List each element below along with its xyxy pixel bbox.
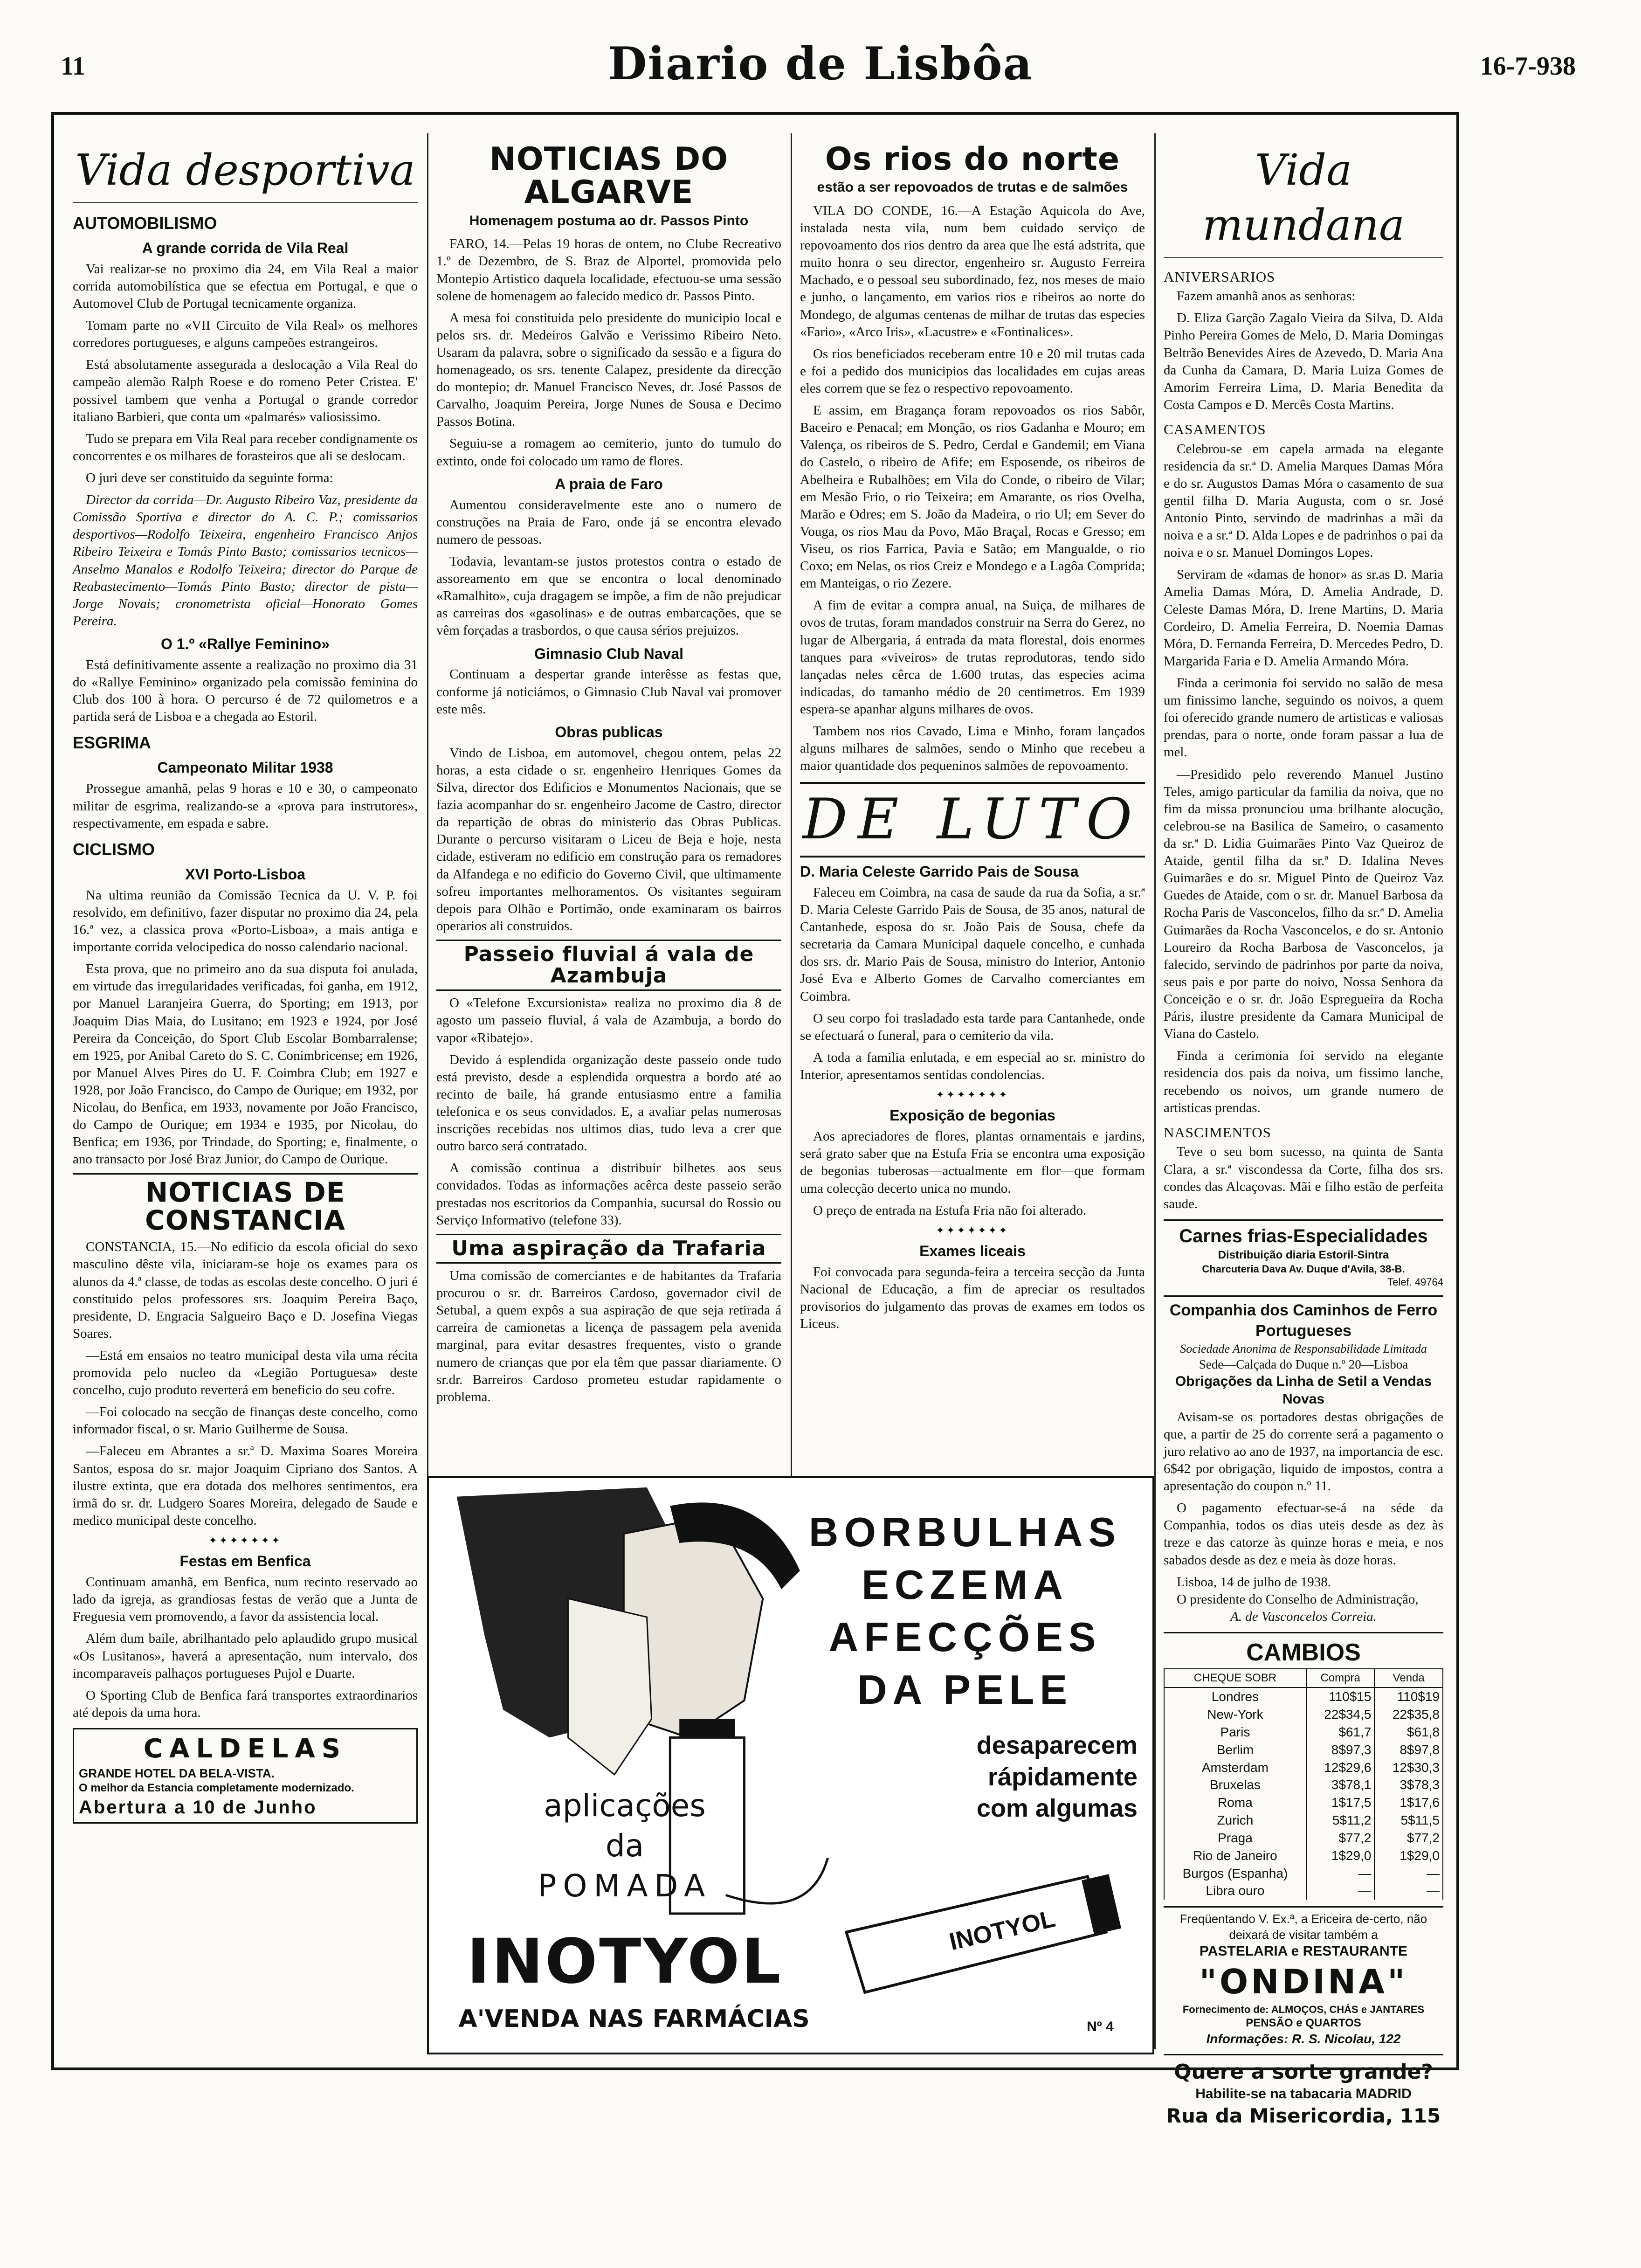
page-frame	[51, 112, 1459, 2127]
rate-value: —	[1374, 1865, 1443, 1882]
section-ciclismo: CICLISMO	[73, 839, 155, 859]
rate-value: 1$17,6	[1374, 1794, 1443, 1812]
ad-line: Rua da Misericordia, 115	[1166, 2104, 1441, 2127]
ad-line: Charcuteria Dava Av. Duque d'Avila, 38-B.	[1202, 1263, 1405, 1275]
article-title: Gimnasio Club Naval	[534, 645, 684, 662]
article-header: NOTICIAS DE CONSTANCIA	[73, 1173, 418, 1235]
article-header: NOTICIAS DO ALGARVE	[489, 141, 729, 211]
paragraph: Aos apreciadores de flores, plantas ornamentais e jardins, será grato saber que na Estufa Fria se encontra uma exposição de begonias tuberosas—actualmente em flor—que formam uma colecção decerto unica no mundo.	[800, 1129, 1145, 1196]
divider: ✦✦✦✦✦✦✦	[208, 1535, 282, 1547]
paragraph: —Foi colocado na secção de finanças deste concelho, como informador fiscal, o sr. Mario Guilherme de Sousa.	[73, 1404, 418, 1437]
ad-line: Distribuição diaria Estoril-Sintra	[1218, 1249, 1389, 1262]
ad-word: ECZEMA	[862, 1561, 1069, 1608]
ad-word: da	[605, 1827, 644, 1864]
article-header: Uma aspiração da Trafaria	[436, 1234, 781, 1264]
rate-value: 12$29,6	[1306, 1759, 1375, 1777]
rate-value: 3$78,3	[1374, 1776, 1443, 1794]
newspaper-title: Diario de Lisbôa	[608, 37, 1033, 90]
section-esgrima: ESGRIMA	[73, 733, 152, 753]
ad-line: Freqüentando V. Ex.ª, a Ericeira de-certo, não deixará de visitar também a	[1179, 1912, 1427, 1942]
column-header: CHEQUE SOBR	[1164, 1669, 1306, 1688]
currency-name: Bruxelas	[1164, 1776, 1306, 1794]
paragraph: Celebrou-se em capela armada na elegante residencia da sr.ª D. Amelia Marques Damas Móra e do sr. Augustos Damas Móra o casamento de sua gentil filha D. Maria Augusta, com o sr. José Antonio Pinto, servindo de madrinhas a mãi da noiva e a sr.ª D. Alda Lopes e de padrinhos o pai da noiva e o sr. Manuel Domingos Lopes.	[1164, 441, 1443, 560]
rate-value: 110$19	[1374, 1687, 1443, 1706]
ad-word: DA PELE	[857, 1666, 1073, 1713]
notice-line: Sociedade Anonima de Responsabilidade Limitada	[1180, 1342, 1427, 1356]
tube-label: INOTYOL	[946, 1905, 1058, 1956]
article-title: XVI Porto-Lisboa	[185, 865, 305, 883]
article-title: D. Maria Celeste Garrido Pais de Sousa	[800, 863, 1079, 880]
paragraph: Continuam amanhã, em Benfica, num recinto reservado ao lado da igreja, as grandiosas festas de verão que a Junta de Freguesia vem promovendo, a favor da assistencia local.	[73, 1575, 418, 1625]
paragraph: Fazem amanhã anos as senhoras:	[1177, 289, 1356, 304]
paragraph: Vai realizar-se no proximo dia 24, em Vila Real a maior corrida automobilística que se efectua em Portugal, e que o Automovel Club de Portugal tecnicamente organiza.	[73, 261, 418, 311]
cambios-title: CAMBIOS	[1246, 1639, 1361, 1666]
table-row	[1164, 1776, 1443, 1794]
ad-brand: INOTYOL	[467, 1926, 783, 1998]
column-header: Venda	[1374, 1669, 1443, 1688]
article-header: Passeio fluvial á vala de Azambuja	[436, 940, 781, 991]
paragraph: Está definitivamente assente a realização no proximo dia 31 do «Rallye Feminino» organizado pela comissão feminina do Club dos 100 à hora. O percurso é de 72 quilometros e a partida será de Lisboa e a chegada ao Estoril.	[73, 657, 418, 725]
section-automobilismo: AUTOMOBILISMO	[73, 213, 217, 233]
section-casamentos: CASAMENTOS	[1164, 421, 1266, 437]
paragraph: Na ultima reunião da Comissão Tecnica da U. V. P. foi resolvido, em definitivo, fazer disputar no proximo dia 24, pela 16.ª vez, a classica prova «Porto-Lisboa», a mais antiga e importante corrida velocipedica do nosso calendario nacional.	[73, 887, 418, 955]
ad-word: rápidamente	[987, 1763, 1138, 1791]
table-row	[1164, 1882, 1443, 1900]
ad-brand: "ONDINA"	[1199, 1962, 1408, 2002]
section-title: Vida desportiva	[73, 143, 418, 204]
paragraph: Tomam parte no «VII Circuito de Vila Real» os melhores corredores portugueses, e alguns campeões estrangeiros.	[73, 318, 418, 351]
rate-value: 5$11,2	[1306, 1812, 1375, 1829]
paragraph: —Está em ensaios no teatro municipal desta vila uma récita promovida pelo nucleo da «Legião Portuguesa» deste concelho, cujo produto reverterá em beneficio do seu cofre.	[73, 1348, 418, 1398]
paragraph: O seu corpo foi trasladado esta tarde para Cantanhede, onde se efectuará o funeral, para o cemiterio da vila.	[800, 1010, 1145, 1043]
currency-name: New-York	[1164, 1706, 1306, 1723]
ad-word: aplicações	[544, 1788, 706, 1824]
rate-value: —	[1306, 1865, 1375, 1882]
table-row	[1164, 1741, 1443, 1759]
table-row	[1164, 1847, 1443, 1865]
notice-signature: A. de Vasconcelos Correia.	[1230, 1609, 1377, 1624]
paragraph: Faleceu em Coimbra, na casa de saude da rua da Sofia, a sr.ª D. Maria Celeste Garrido Pais de Sousa, de 35 anos, natural de Cantanhede, esposa do sr. João Pais de Sousa, chefe da secretaria da Camara Municipal daquele concelho, e cunhada dos srs. dr. Mario Pais de Sousa, ministro do Interior, Antonio José Eva e Alberto Gomes de Carvalho comerciantes em Coimbra.	[800, 885, 1145, 1004]
sorte-grande-ad	[1164, 2054, 1443, 2128]
ad-line: Informações: R. S. Nicolau, 122	[1206, 2032, 1401, 2047]
rate-value: $77,2	[1374, 1829, 1443, 1847]
ad-title: Carnes frias-Especialidades	[1179, 1225, 1428, 1246]
rate-value: $61,7	[1306, 1723, 1375, 1741]
ad-aplicacoes	[457, 1786, 793, 1906]
ad-headline	[802, 1506, 1128, 1716]
paragraph: Director da corrida—Dr. Augusto Ribeiro Vaz, presidente da Comissão Sportiva e director do A. C. P.; comissarios desportivos—Rodolfo Teixeira, engenheiro Francisco Anjos Ribeiro Teixeira e Tomás Pinto Basto; comissarios tecnicos—Anselmo Manalos e Rodolfo Teixeira; director do Parque de Reabastecimento—Tomás Pinto Basto; director de pista—Jorge Novais; cronometrista oficial—Honorato Gomes Pereira.	[73, 492, 418, 629]
paragraph: Prossegue amanhã, pelas 9 horas e 10 e 30, o campeonato militar de esgrima, realizando-se a «prova para instrutores», respectivamente, em espada e sabre.	[73, 781, 418, 831]
column-noticias-algarve	[436, 143, 781, 1461]
rate-value: 5$11,5	[1374, 1812, 1443, 1829]
currency-name: Paris	[1164, 1723, 1306, 1741]
cambios-table-body	[1164, 1687, 1443, 1900]
article-subhead: estão a ser repovoados de trutas e de salmões	[817, 180, 1128, 195]
rate-value: 22$34,5	[1306, 1706, 1375, 1723]
ad-word: com algumas	[976, 1794, 1138, 1822]
rate-value: $61,8	[1374, 1723, 1443, 1741]
rate-value: —	[1374, 1882, 1443, 1900]
paragraph: Está absolutamente assegurada a deslocação a Vila Real do campeão alemão Ralph Roese e do romeno Peter Cristea. E' possivel tambem que venha a Portugal o grande corredor italiano Barbieri, que conta um «palmarés» valiosissimo.	[73, 357, 418, 424]
section-title: Vida mundana	[1164, 143, 1443, 259]
paragraph: O Sporting Club de Benfica fará transportes extraordinarios até depois da uma hora.	[73, 1687, 418, 1720]
table-row	[1164, 1723, 1443, 1741]
article-title: A praia de Faro	[555, 475, 663, 492]
currency-name: Burgos (Espanha)	[1164, 1865, 1306, 1882]
ad-line: O melhor da Estancia completamente modernizado.	[79, 1781, 354, 1794]
article-title: O 1.º «Rallye Feminino»	[160, 635, 330, 652]
table-row	[1164, 1829, 1443, 1847]
paragraph: Teve o seu bom sucesso, na quinta de Santa Clara, a sr.ª viscondessa da Corte, filha dos srs. condes das Alcaçovas. Mãi e filho estão de perfeita saude.	[1164, 1144, 1443, 1211]
ad-line: Fornecimento de: ALMOÇOS, CHÁS e JANTARES	[1182, 2004, 1425, 2016]
divider: ✦✦✦✦✦✦✦	[936, 1224, 1009, 1236]
ad-line: Telef. 49764	[1387, 1276, 1443, 1288]
ad-line: Habilite-se na tabacaria MADRID	[1195, 2086, 1412, 2102]
divider: ✦✦✦✦✦✦✦	[936, 1089, 1009, 1101]
rate-value: 12$30,3	[1374, 1759, 1443, 1777]
section-nascimentos: NASCIMENTOS	[1164, 1124, 1271, 1141]
article-title: Exames liceais	[919, 1242, 1026, 1259]
table-row	[1164, 1687, 1443, 1706]
carnes-frias-ad	[1164, 1219, 1443, 1289]
paragraph: CONSTANCIA, 15.—No edificio da escola oficial do sexo masculino dêste vila, iniciaram-se hoje os exames para os alunos da 4.ª classe, de todas as escolas deste concelho. O juri é constituido pelos professores srs. Joaquim Pereira Baço, presidente, D. Engracia Salgueiro Baço e D. Josefina Viegas Soares.	[73, 1239, 418, 1341]
column-rios-do-norte	[800, 143, 1145, 1461]
currency-name: Praga	[1164, 1829, 1306, 1847]
currency-name: Amsterdam	[1164, 1759, 1306, 1777]
notice-signature: O presidente do Conselho de Administração,	[1177, 1591, 1419, 1607]
paragraph: O juri deve ser constituido da seguinte forma:	[86, 470, 333, 485]
rate-value: $77,2	[1306, 1829, 1375, 1847]
currency-name: Londres	[1164, 1687, 1306, 1706]
notice-title: Companhia dos Caminhos de Ferro Portugueses	[1169, 1301, 1438, 1340]
paragraph: Uma comissão de comerciantes e de habitantes da Trafaria procurou o sr. dr. Barreiros Cardoso, governador civil de Setubal, a quem expôs a sua aspiração de que seja retirada á carreira de camionetas a licença de passagem pela avenida marginal, para evitar desastres frequentes, visto o grande numero de crianças que por ela têm que passar diariamente. O sr.dr. Barreiros Cardoso prometeu estudar rapidamente o problema.	[436, 1268, 781, 1404]
article-header: Os rios do norte	[825, 141, 1120, 178]
paragraph: Aumentou consideravelmente este ano o numero de construções na Praia de Faro, onde já se encontra elevado numero de pessoas.	[436, 497, 781, 547]
paragraph: FARO, 14.—Pelas 19 horas de ontem, no Clube Recreativo 1.º de Dezembro, de S. Braz de Alportel, promovida pelo Montepio Artistico daquela localidade, efectuou-se uma sessão solene de homenagem ao falecido medico dr. Passos Pinto.	[436, 236, 781, 304]
ad-number: Nº 4	[1087, 2019, 1114, 2034]
paragraph: A comissão continua a distribuir bilhetes aos seus convidados. Todas as informações acêrca deste passeio serão prestadas nos escritorios da Companhia, sucursal do Rossio ou Serviço Informativo (telefone 33).	[436, 1161, 781, 1228]
ad-word: POMADA	[538, 1867, 712, 1904]
ad-line: Abertura a 10 de Junho	[79, 1797, 317, 1818]
cambios-table-block	[1164, 1632, 1443, 1900]
notice-line: Obrigações da Linha de Setil a Vendas Novas	[1175, 1373, 1432, 1407]
currency-name: Rio de Janeiro	[1164, 1847, 1306, 1865]
ondina-ad	[1164, 1906, 1443, 2047]
paragraph: Os rios beneficiados receberam entre 10 e 20 mil trutas cada e foi a pedido dos municipios das localidades em cujas areas eles correm que se fez o respectivo repovoamento.	[800, 346, 1145, 396]
paragraph: Devido á esplendida organização deste passeio onde tudo está previsto, desde a esplendida orquestra a bordo até ao recinto de baile, há grande entusiasmo entre a familia telefonica e os seus convidados. E, a avaliar pelas numerosas inscrições recebidas nos ultimos dias, tudo leva a crer que outro barco será contratado.	[436, 1052, 781, 1154]
cambios-table	[1164, 1668, 1443, 1900]
paragraph: —Presidido pelo reverendo Manuel Justino Teles, amigo particular da familia da noiva, que no fim da missa pronunciou uma brilhante alocução, celebrou-se na Basilica de Sameiro, o casamento da sr.ª D. Lidia Guimarães Pinto Vaz Queiroz de Ataide, gentil filha da sr.ª D. Idalina Neves Guimarães e do sr. Miguel Pinto de Queiroz Vaz Guedes de Ataide, com o sr. dr. Manuel Barbosa da Rocha Paris de Vasconcelos, filho da sr.ª D. Amelia Guimarães da Rocha Vasconcelos, e do sr. Antonio Loureiro da Rocha Barbosa de Vasconcelos, ja falecido, servindo de padrinhos por parte da noiva, seus pais e por parte do noivo, Nossa Senhora da Conceição e o sr. dr. João Espregueira da Rocha Páris, ilustre presidente da Camara Municipal de Viana do Castelo.	[1164, 767, 1443, 1042]
rate-value: —	[1306, 1882, 1375, 1900]
paragraph: Seguiu-se a romagem ao cemiterio, junto do tumulo do extinto, onde foi colocado um ramo de flores.	[436, 436, 781, 469]
paragraph: E assim, em Bragança foram repovoados os rios Sabôr, Baceiro e Penacal; em Monção, os rios Gadanha e Mouro; em Valença, os ribeiros de S. Pedro, Cerdal e Gandemil; em Viana do Castelo, o ribeiro de Afife; em Esposende, os ribeiros de Abelheira e Rubalhões; em Vila do Conde, o ribeiro de Vilar; em Mesão Frio, o rio Teixeira; em Amarante, os rios Ovelha, Marão e Odres; em S. João da Madeira, o rio Ul; em Sever do Vouga, os rios Mau da Povo, Mão Braçal, Rocas e Gresso; em Viseu, os rios Farrica, Pavia e Satão; em Mangualde, o rio Coxo; em Nelas, os rios Creiz e Mondego e a Lagôa Comprida; em Manteigas, o rio Zezere.	[800, 403, 1145, 591]
article-title: Campeonato Militar 1938	[157, 759, 333, 776]
notice-date: Lisboa, 14 de julho de 1938.	[1177, 1574, 1331, 1590]
column-vida-mundana	[1164, 143, 1443, 2127]
paragraph: D. Eliza Garção Zagalo Vieira da Silva, D. Alda Pinho Pereira Gomes de Melo, D. Maria Domingas Beltrão Benevides Aires de Azevedo, D. Maria Ana da Cunha da Camara, D. Maria Luiza Gomes de Amorim Ferreira Lima, D. Maria Benedita da Costa Campos e D. Mercês Costa Martins.	[1164, 311, 1443, 412]
rate-value: 22$35,8	[1374, 1706, 1443, 1723]
currency-name: Libra ouro	[1164, 1882, 1306, 1900]
paragraph: Esta prova, que no primeiro ano da sua disputa foi anulada, em virtude das irregularidades verificadas, foi ganha, em 1912, por Manuel Laranjeira Guerra, do Sporting; em 1913, por Joaquim Dias Maia, do Lusitano; em 1923 e 1924, por José Pereira da Conceição, do Sport Club Escolar Bombarralense; em 1925, por Anibal Careto do S. C. Conimbricense; em 1926, por Manuel Alves Pires do U. F. Coimbra Club; em 1927 e 1928, por João Francisco, do Campo de Ourique; em 1932, por Nicolau, do Benfica, em 1933, novamente por João Francisco, do Campo de Ourique; em 1934 e 1935, por Nicolau, do Benfica; em 1936, por Trindade, do Sporting; e, finalmente, o ano transacto por José Braz Junior, do Campo de Ourique.	[73, 961, 418, 1167]
ad-line: PENSÃO e QUARTOS	[1246, 2017, 1361, 2030]
paragraph: A fim de evitar a compra anual, na Suiça, de milhares de ovos de trutas, foram mandados construir na Serra do Gerez, no lugar de Albergaria, á entrada da mata florestal, dois enormes tanques para «viveiros» de trutas reprodutoras, tendo sido lançadas neles cêrca de 1.600 trutas, das especies acima indicadas, do tamanho médio de 20 centimetros. Em 1939 espera-se apanhar alguns milhares de ovos.	[800, 598, 1145, 717]
paragraph: Todavia, levantam-se justos protestos contra o estado de assoreamento em que se encontra o local denominado «Ramalhito», cuja dragagem se impõe, a fim de não prejudicar as carreiras dos «gasolinas» e de outras embarcações, que se vêm forçadas a trasbordos, o que causa sérios prejuizos.	[436, 553, 781, 638]
inotyol-ad	[427, 1476, 1154, 2054]
article-title: Festas em Benfica	[179, 1553, 311, 1570]
paragraph: Finda a cerimonia foi servido na elegante residencia dos pais da noiva, um fissimo lanche, recebendo os noivos, um grande numero de artisticas prendas.	[1164, 1048, 1443, 1115]
table-row	[1164, 1794, 1443, 1812]
paragraph: Vindo de Lisboa, em automovel, chegou ontem, pelas 22 horas, a esta cidade o sr. engenheiro Henriques Gomes da Silva, director dos Edificios e Monumentos Nacionais, que se fazia acompanhar do sr. engenheiro Jacome de Castro, director da repartição de obras do ministerio das Obras Publicas. Durante o percurso visitaram o Liceu de Beja e hoje, nesta cidade, estiveram no edificio em construção para os remadores da Alfandega e no edificio do Governo Civil, que ultimamente sofreu importantes melhoramentos. Os visitantes seguiram depois para Olhão e Portimão, onde examinaram os bairros operarios ali construidos.	[436, 745, 781, 933]
paragraph: Serviram de «damas de honor» as sr.as D. Maria Amelia Damas Móra, D. Amelia Andrade, D. Celeste Damas Móra, D. Irene Martins, D. Maria Cordeiro, D. Amelia Ferreira, D. Noemia Damas Móra, D. Fernanda Ferreira, D. Mercedes Pedro, D. Margarida Faria e D. Amelia Armando Móra.	[1164, 567, 1443, 669]
table-row	[1164, 1812, 1443, 1829]
table-row	[1164, 1759, 1443, 1777]
column-header: Compra	[1306, 1669, 1375, 1688]
paragraph: Tudo se prepara em Vila Real para receber condignamente os concorrentes e os milhares de forasteiros que ali se deslocam.	[73, 431, 418, 463]
ad-sale-line: A'VENDA NAS FARMÁCIAS	[458, 2005, 810, 2033]
paragraph: Além dum baile, abrilhantado pelo aplaudido grupo musical «Os Lusitanos», haverá a apresentação, num intervalo, dos incomparaveis palhaços portugueses Pujol e Duarte.	[73, 1631, 418, 1681]
rate-value: 110$15	[1306, 1687, 1375, 1706]
currency-name: Roma	[1164, 1794, 1306, 1812]
column-vida-desportiva	[73, 143, 418, 2049]
article-header: DE LUTO	[800, 782, 1145, 857]
rate-value: 1$17,5	[1306, 1794, 1375, 1812]
article-title: Obras publicas	[555, 723, 663, 740]
article-subhead: Homenagem postuma ao dr. Passos Pinto	[469, 213, 749, 228]
section-aniversarios: ANIVERSARIOS	[1164, 268, 1276, 285]
paragraph: Tambem nos rios Cavado, Lima e Minho, foram lançados alguns milhares de salmões, sendo o Minho que recebeu a maior quantidade dos pequeninos salmões de repovoamento.	[800, 724, 1145, 774]
paragraph: O pagamento efectuar-se-á na séde da Companhia, todos os dias uteis desde as dez às treze e das catorze às quinze horas e meia, e nos sabados desde as dez e meia às doze horas.	[1164, 1500, 1443, 1568]
currency-name: Berlim	[1164, 1741, 1306, 1759]
page-number: 11	[61, 52, 85, 81]
masthead	[51, 37, 1590, 93]
article-title: Exposição de begonias	[889, 1107, 1055, 1124]
ad-line: PASTELARIA e RESTAURANTE	[1199, 1943, 1408, 1959]
ad-word: desaparecem	[976, 1731, 1138, 1759]
column-rule	[1154, 133, 1156, 2049]
table-row	[1164, 1706, 1443, 1723]
ad-line: Quere a sorte grande?	[1174, 2060, 1433, 2084]
rate-value: 3$78,1	[1306, 1776, 1375, 1794]
table-row	[1164, 1865, 1443, 1882]
rate-value: 8$97,3	[1306, 1741, 1375, 1759]
paragraph: A toda a familia enlutada, e em especial ao sr. ministro do Interior, apresentamos sentidas condolencias.	[800, 1050, 1145, 1083]
paragraph: A mesa foi constituida pelo presidente do municipio local e pelos srs. dr. Medeiros Galvão e Verissimo Ribeiro Neto. Usaram da palavra, sobre o significado da sessão e a figura do homenageado, os srs. tenente Calapez, presidente da direcção do montepio; dr. Manuel Francisco Neves, dr. José Passos de Carvalho, Joaquim Pereira, Jorge Nunes de Sousa e Decimo Passos Botina.	[436, 310, 781, 429]
paragraph: Finda a cerimonia foi servido no salão de mesa um finissimo lanche, seguindo os noivos, a quem foi oferecido grande numero de artisticas e valiosas prendas, para o norte, onde foram passar a lua de mel.	[1164, 676, 1443, 760]
article-title: A grande corrida de Vila Real	[142, 239, 349, 256]
companhia-caminhos-ferro-notice	[1164, 1295, 1443, 1625]
ad-subline	[923, 1730, 1138, 1825]
paragraph: Foi convocada para segunda-feira a terceira secção da Junta Nacional de Educação, a fim de apreciar os resultados provisorios do julgamento das provas de exames em todos os Liceus.	[800, 1264, 1145, 1332]
paragraph: VILA DO CONDE, 16.—A Estação Aquicola do Ave, instalada nesta vila, num bem cuidado serviço de repovoamento dos rios dentro da area que lhe está adstrita, que muito honra o seu director, engenheiro sr. Augusto Ferreira Machado, e o pessoal seu subordinado, fez, nos meses de maio e junho, o lançamento, em varios rios e ribeiros ao norte do Mondego, de algumas centenas de milhar de trutas das especies «Fario», «Arco Iris», «Lacustre» e «Fontinalices».	[800, 203, 1145, 339]
caldelas-ad	[73, 1728, 418, 1824]
rate-value: 1$29,0	[1374, 1847, 1443, 1865]
rate-value: 1$29,0	[1306, 1847, 1375, 1865]
rate-value: 8$97,8	[1374, 1741, 1443, 1759]
paragraph: O preço de entrada na Estufa Fria não foi alterado.	[813, 1203, 1087, 1218]
ad-word: BORBULHAS	[808, 1509, 1122, 1555]
paragraph: Continuam a despertar grande interêsse as festas que, conforme já noticiámos, o Gimnasio Club Naval vai promover este mês.	[436, 667, 781, 717]
paragraph: —Faleceu em Abrantes a sr.ª D. Maxima Soares Moreira Santos, esposa do sr. major Joaquim Cipriano dos Santos. A ilustre extinta, que era dotada dos melhores sentimentos, era irmã do sr. dr. Ludgero Soares Moreira, delegado de Saude e medico municipal deste concelho.	[73, 1444, 418, 1528]
ad-word: AFECÇÕES	[828, 1614, 1102, 1660]
ad-title: CALDELAS	[143, 1734, 347, 1764]
notice-line: Sede—Calçada do Duque n.º 20—Lisboa	[1199, 1357, 1408, 1372]
ad-line: GRANDE HOTEL DA BELA-VISTA.	[79, 1766, 275, 1780]
paragraph: Avisam-se os portadores destas obrigações de que, a partir de 25 do corrente será a pagamento o juro relativo ao ano de 1937, na importancia de esc. 6$42 por obrigação, liquido de impostos, contra a apresentação do coupon n.º 11.	[1164, 1409, 1443, 1494]
issue-date: 16-7-938	[1480, 52, 1576, 81]
paragraph: O «Telefone Excursionista» realiza no proximo dia 8 de agosto um passeio fluvial, á vala de Azambuja, a bordo do vapor «Ribatejo».	[436, 996, 781, 1045]
currency-name: Zurich	[1164, 1812, 1306, 1829]
